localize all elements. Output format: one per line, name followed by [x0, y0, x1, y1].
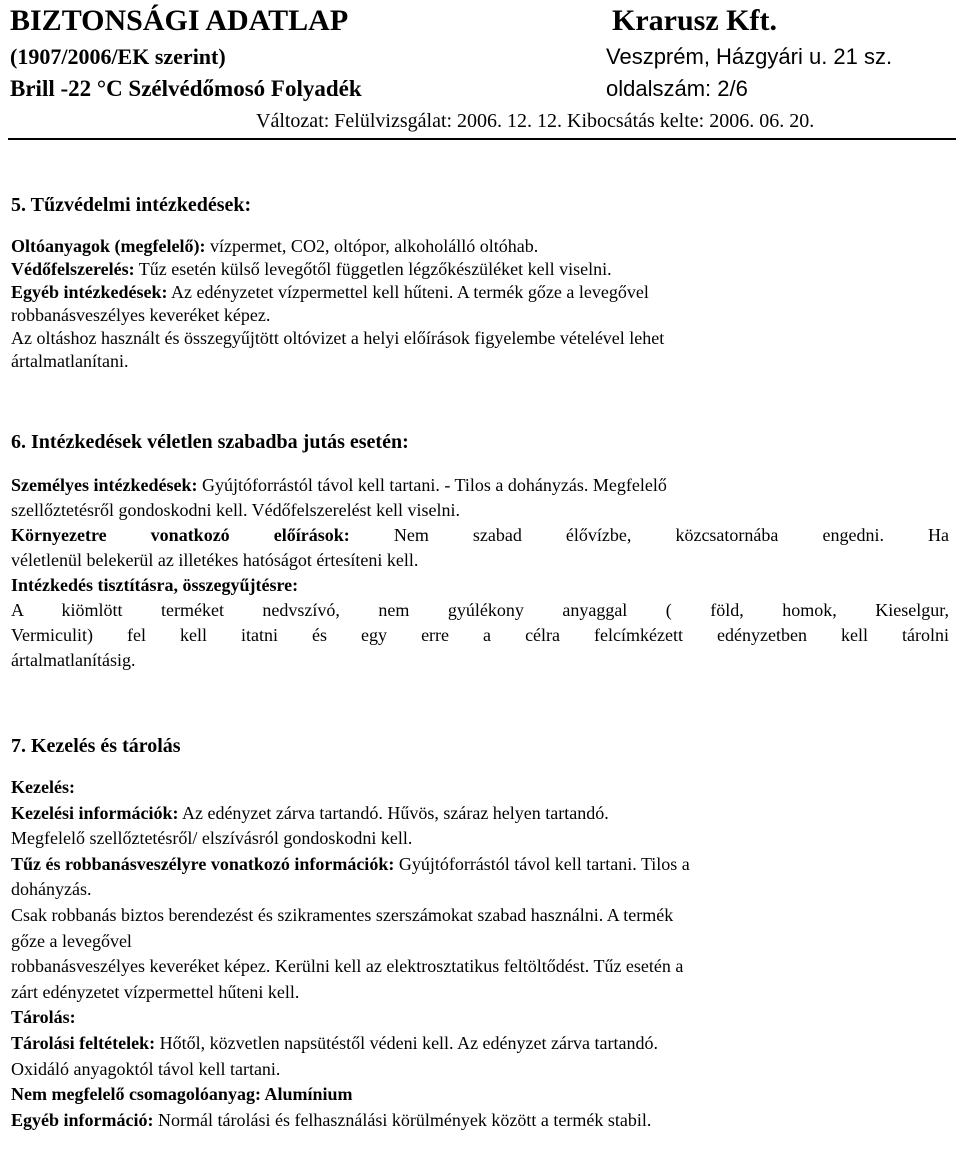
handling-heading: Kezelés: — [11, 777, 75, 797]
document-title: BIZTONSÁGI ADATLAP — [10, 4, 349, 37]
fire-line — [11, 852, 949, 878]
cleanup-text-3: ártalmatlanításig. — [11, 650, 136, 670]
section-6-body — [11, 473, 949, 673]
water-disposal-text-1: Az oltáshoz használt és összegyűjtött oltóvizet a helyi előírások figyelembe vételével lehet — [11, 328, 665, 348]
personal-line — [11, 473, 949, 498]
other-info-text: Normál tárolási és felhasználási körülmények között a termék stabil. — [157, 1109, 652, 1130]
company-address: Veszprém, Házgyári u. 21 sz. — [606, 44, 893, 69]
other-info-label: Egyéb információ: — [11, 1109, 154, 1130]
fire-text-1: Gyújtóforrástól távol kell tartani. Tilos a — [398, 853, 690, 874]
revision-info: Változat: Felülvizsgálat: 2006. 12. 12. Kibocsátás kelte: 2006. 06. 20. — [256, 110, 815, 132]
cleanup-text-1: A kiömlött terméket nedvszívó, nem gyúlékony anyaggal ( föld, homok, Kieselgur, — [11, 600, 949, 620]
storage-conditions-line — [11, 1031, 949, 1057]
section-5-body — [11, 235, 949, 373]
environment-text-2: véletlenül belekerül az illetékes hatóságot értesíteni kell. — [11, 550, 419, 570]
header-divider — [8, 138, 956, 140]
other-measures-text-2: robbanásveszélyes keveréket képez. — [11, 305, 271, 325]
other-measures-line — [11, 281, 949, 304]
section-7-body — [11, 775, 949, 1133]
storage-heading: Tárolás: — [11, 1007, 76, 1028]
oxidizer-text: Oxidáló anyagoktól távol kell tartani. — [11, 1058, 281, 1079]
packaging-label: Nem megfelelő csomagolóanyag: — [11, 1084, 261, 1105]
ventilation-text: Megfelelő szellőztetésről/ elszívásról gondoskodni kell. — [11, 828, 413, 849]
handling-info-label: Kezelési információk: — [11, 802, 179, 823]
other-info-line — [11, 1108, 949, 1134]
storage-conditions-label: Tárolási feltételek: — [11, 1032, 156, 1053]
environment-label: Környezetre vonatkozó előírások: — [11, 525, 350, 545]
tools-text-2: gőze a levegővel — [11, 930, 132, 951]
regulation-reference: (1907/2006/EK szerint) — [10, 44, 226, 69]
water-disposal-text-2: ártalmatlanítani. — [11, 351, 129, 371]
section-7-title: 7. Kezelés és tárolás — [11, 735, 181, 757]
company-name: Krarusz Kft. — [612, 4, 777, 37]
tools-text-1: Csak robbanás biztos berendezést és szikramentes szerszámokat szabad használni. A termék — [11, 904, 674, 925]
extinguishing-text: vízpermet, CO2, oltópor, alkoholálló oltóhab. — [209, 236, 539, 256]
mixture-text-2: zárt edényzetet vízpermettel hűteni kell. — [11, 981, 300, 1002]
packaging-value: Alumínium — [264, 1084, 353, 1105]
protective-line — [11, 258, 949, 281]
personal-label: Személyes intézkedések: — [11, 475, 198, 495]
personal-text-1: Gyújtóforrástól távol kell tartani. - Tilos a dohányzás. Megfelelő — [201, 475, 667, 495]
cleanup-label: Intézkedés tisztításra, összegyűjtésre: — [11, 575, 299, 595]
personal-text-2: szellőztetésről gondoskodni kell. Védőfelszerelést kell viselni. — [11, 500, 461, 520]
product-name: Brill -22 °C Szélvédőmosó Folyadék — [10, 76, 362, 101]
storage-conditions-text: Hőtől, közvetlen napsütéstől védeni kell. Az edényzet zárva tartandó. — [159, 1032, 658, 1053]
extinguishing-label: Oltóanyagok (megfelelő): — [11, 236, 206, 256]
handling-info-text: Az edényzet zárva tartandó. Hűvös, száraz helyen tartandó. — [181, 802, 609, 823]
packaging-line — [11, 1082, 949, 1108]
other-measures-text-1: Az edényzetet vízpermettel kell hűteni. A termék gőze a levegővel — [171, 282, 649, 302]
mixture-text-1: robbanásveszélyes keveréket képez. Kerülni kell az elektrosztatikus feltöltődést. Tűz esetén a — [11, 956, 684, 977]
section-6-title: 6. Intézkedések véletlen szabadba jutás esetén: — [11, 431, 409, 453]
environment-line — [11, 523, 949, 548]
fire-label: Tűz és robbanásveszélyre vonatkozó információk: — [11, 853, 395, 874]
other-measures-label: Egyéb intézkedések: — [11, 282, 168, 302]
protective-label: Védőfelszerelés: — [11, 259, 135, 279]
cleanup-text-2: Vermiculit) fel kell itatni és egy erre a célra felcímkézett edényzetben kell tárolni — [11, 625, 949, 645]
page-number: oldalszám: 2/6 — [606, 76, 748, 101]
environment-text-1: Nem szabad élővízbe, közcsatornába engedni. Ha — [393, 525, 949, 545]
extinguishing-line — [11, 235, 949, 258]
protective-text: Tűz esetén külső levegőtől független légzőkészüléket kell viselni. — [138, 259, 612, 279]
handling-info-line — [11, 801, 949, 827]
fire-text-2: dohányzás. — [11, 879, 92, 900]
section-5-title: 5. Tűzvédelmi intézkedések: — [11, 194, 252, 216]
